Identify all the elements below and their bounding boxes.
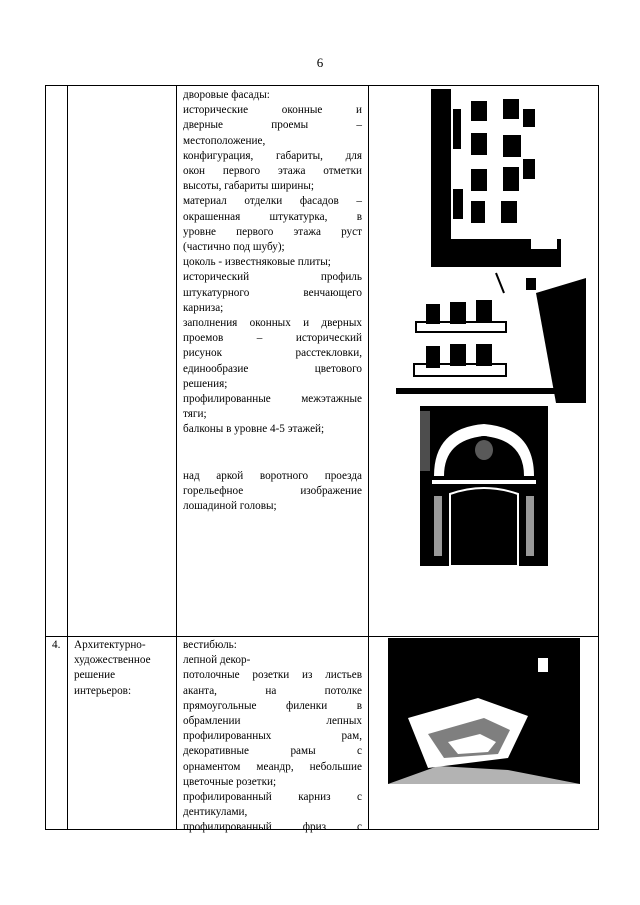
text-line: исторический профиль <box>183 271 362 284</box>
text-line: окрашенная штукатурка, в <box>183 210 362 223</box>
text-line: материал отделки фасадов – <box>183 195 362 208</box>
text-line: окон первого этажа отметки <box>183 165 362 178</box>
row1-description <box>183 88 362 438</box>
text-line: дворовые фасады: <box>183 89 270 101</box>
column-divider <box>368 86 369 829</box>
protection-subject-table <box>45 85 599 834</box>
text-line: профилированный карниз с <box>183 791 362 804</box>
text-line: единообразие цветового <box>183 362 362 375</box>
text-line: интерьеров: <box>74 684 132 697</box>
text-line: прямоугольные филенки в <box>183 699 362 712</box>
arch-horse-head-photo <box>420 406 548 566</box>
column-divider <box>67 86 68 829</box>
row-divider <box>46 636 598 637</box>
text-line: высоты, габариты ширины; <box>183 180 314 193</box>
text-line: лепной декор- <box>183 654 251 667</box>
text-line: дентикулами, <box>183 806 248 819</box>
text-line: уровне первого этажа руст <box>183 225 362 238</box>
text-line: лошадиной головы; <box>183 500 277 513</box>
text-line: профилированные межэтажные <box>183 393 362 406</box>
row2-name <box>74 638 174 699</box>
text-line: цветочные розетки; <box>183 775 277 788</box>
text-line: декоративные рамы с <box>183 745 362 758</box>
text-line: решение <box>74 669 116 682</box>
text-line: потолочные розетки из листьев <box>183 669 362 682</box>
text-line: местоположение, <box>183 134 266 147</box>
balconies-photo <box>386 268 586 403</box>
text-line: горельефное изображение <box>183 485 362 498</box>
text-line: вестибюль: <box>183 639 237 651</box>
text-line: рисунок расстекловки, <box>183 347 362 360</box>
text-line: дверные проемы – <box>183 119 362 132</box>
text-line: профилированных рам, <box>183 730 362 743</box>
text-line: цоколь - известняковые плиты; <box>183 256 331 269</box>
text-line: тяги; <box>183 408 207 421</box>
text-line: штукатурного венчающего <box>183 286 362 299</box>
text-line: над аркой воротного проезда <box>183 470 362 482</box>
text-line: художественное <box>74 654 151 667</box>
text-line: (частично под шубу); <box>183 241 285 254</box>
courtyard-facade-photo <box>431 89 561 267</box>
text-line: решения; <box>183 377 228 390</box>
row1-arch-description <box>183 469 362 515</box>
row2-description <box>183 638 362 836</box>
text-line: обрамлении лепных <box>183 715 362 728</box>
page-number: 6 <box>316 55 324 70</box>
text-line: балконы в уровне 4-5 этажей; <box>183 423 325 436</box>
text-line: карниза; <box>183 301 224 314</box>
vestibule-ceiling-photo <box>388 638 580 784</box>
text-line: заполнения оконных и дверных <box>183 317 362 330</box>
text-line: исторические оконные и <box>183 104 362 117</box>
row2-number: 4. <box>52 639 61 651</box>
text-line: профилированный фриз с <box>183 821 362 834</box>
text-line: аканта, на потолке <box>183 684 362 697</box>
column-divider <box>176 86 177 829</box>
text-line: Архитектурно- <box>74 639 146 651</box>
text-line: проемов – исторический <box>183 332 362 345</box>
text-line: конфигурация, габариты, для <box>183 149 362 162</box>
text-line: орнаментом меандр, небольшие <box>183 760 362 773</box>
